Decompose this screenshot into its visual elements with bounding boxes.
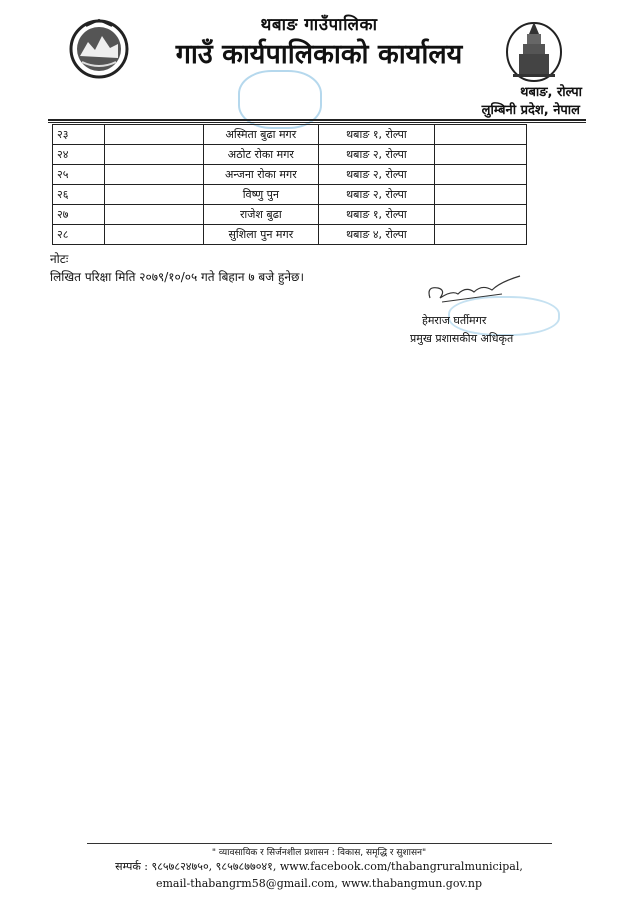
note-text: लिखित परिक्षा मिति २०७९/१०/०५ गते बिहान ७ बजे हुनेछ। — [50, 270, 304, 284]
address-line2: लुम्बिनी प्रदेश, नेपाल — [481, 103, 580, 118]
header-divider — [48, 119, 586, 121]
row-address: थबाङ २, रोल्पा — [319, 185, 435, 205]
row-extra-cell — [434, 125, 526, 145]
table-row — [53, 205, 527, 225]
row-serial: २५ — [53, 165, 105, 185]
table-row — [53, 125, 527, 145]
address-line1: थबाङ, रोल्पा — [520, 85, 582, 100]
row-serial: २६ — [53, 185, 105, 205]
footer-divider — [87, 843, 552, 844]
row-blank-cell — [104, 185, 203, 205]
row-name: अस्मिता बुढा मगर — [203, 125, 319, 145]
row-blank-cell — [104, 125, 203, 145]
row-address: थबाङ १, रोल्पा — [319, 125, 435, 145]
municipality-name: थबाङ गाउँपालिका — [260, 15, 378, 35]
footer-slogan: " व्यावसायिक र सिर्जनशील प्रशासन : विकास, समृद्धि र सुशासन" — [211, 848, 427, 858]
header-divider-thin — [48, 122, 586, 123]
row-serial: २७ — [53, 205, 105, 225]
table-row — [53, 185, 527, 205]
row-name: अठोट रोका मगर — [203, 145, 319, 165]
row-extra-cell — [434, 205, 526, 225]
row-serial: २४ — [53, 145, 105, 165]
table-row — [53, 165, 527, 185]
footer-contact-line2: email-thabangrm58@gmail.com, www.thabangmun.gov.np — [155, 877, 482, 890]
row-name: अन्जना रोका मगर — [203, 165, 319, 185]
row-blank-cell — [104, 165, 203, 185]
row-blank-cell — [104, 145, 203, 165]
row-serial: २३ — [53, 125, 105, 145]
row-address: थबाङ २, रोल्पा — [319, 165, 435, 185]
row-address: थबाङ ४, रोल्पा — [319, 225, 435, 245]
row-name: विष्णु पुन — [203, 185, 319, 205]
signatory-name: हेमराज घर्तीमगर — [422, 314, 487, 327]
candidate-table — [52, 124, 527, 245]
row-extra-cell — [434, 145, 526, 165]
table-row — [53, 145, 527, 165]
row-address: थबाङ १, रोल्पा — [319, 205, 435, 225]
row-extra-cell — [434, 165, 526, 185]
office-title: गाउँ कार्यपालिकाको कार्यालय — [175, 39, 463, 70]
signatory-title: प्रमुख प्रशासकीय अधिकृत — [410, 332, 514, 345]
row-blank-cell — [104, 225, 203, 245]
note-label: नोटः — [50, 252, 69, 266]
table-row — [53, 225, 527, 245]
footer-contact-line1: सम्पर्क : ९८५७८२४७५०, ९८५७८७७०४१, www.facebook.com/thabangruralmunicipal, — [115, 860, 523, 873]
row-name: राजेश बुढा — [203, 205, 319, 225]
row-name: सुशिला पुन मगर — [203, 225, 319, 245]
row-serial: २८ — [53, 225, 105, 245]
row-blank-cell — [104, 205, 203, 225]
row-address: थबाङ २, रोल्पा — [319, 145, 435, 165]
row-extra-cell — [434, 225, 526, 245]
row-extra-cell — [434, 185, 526, 205]
